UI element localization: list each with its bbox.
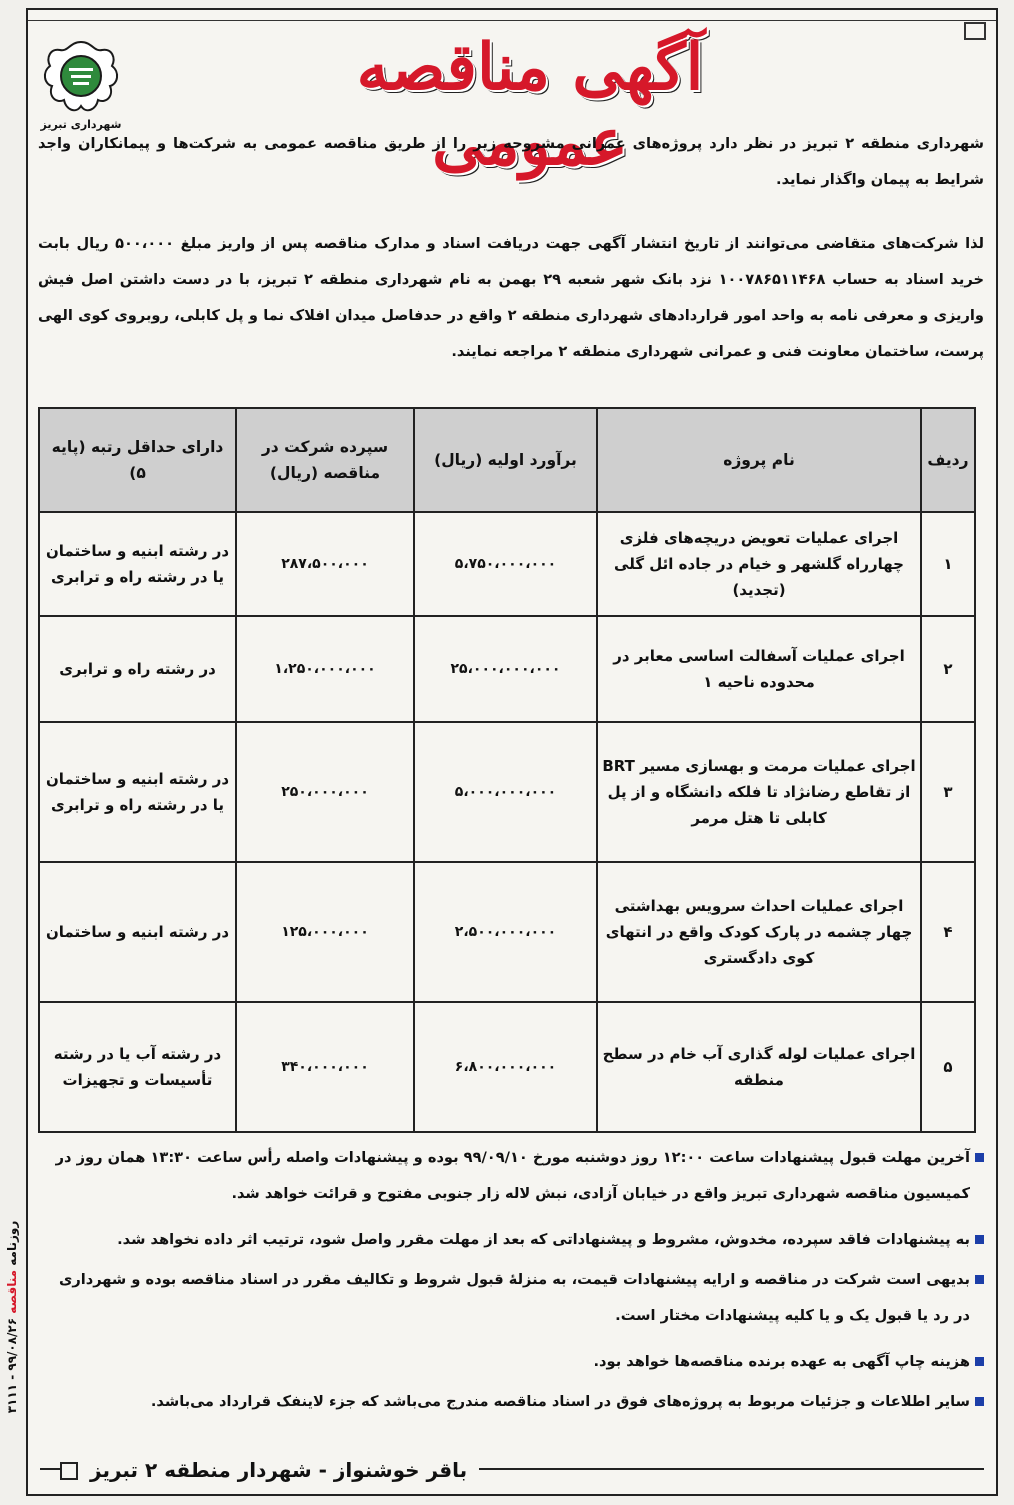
condition-other-info: سایر اطلاعات و جزئیات مربوط به پروژه‌های فوق در اسناد مناقصه مندرج می‌باشد که جزء لاینفک قرارداد می‌باشد. — [40, 1384, 984, 1424]
cell-estimate: ۵،۷۵۰،۰۰۰،۰۰۰ — [414, 512, 597, 616]
tabriz-municipality-logo — [42, 36, 120, 126]
side-note-prefix: روزنامه — [5, 1220, 19, 1266]
table-row — [39, 512, 975, 616]
cell-deposit: ۱،۲۵۰،۰۰۰،۰۰۰ — [236, 616, 414, 722]
condition-acceptance: بدیهی است شرکت در مناقصه و ارایه پیشنهادات قیمت، به منزلهٔ قبول شروط و تکالیف مقرر در اسناد مناقصه بوده و شهرداری در رد یا قبول یک و یا کلیه پیشنهادات مختار است. — [40, 1262, 984, 1344]
cell-grade: در رشته ابنیه و ساختمان یا در رشته راه و ترابری — [39, 512, 236, 616]
header-estimate: برآورد اولیه (ریال) — [414, 408, 597, 512]
intro-lead: شهرداری منطقه ۲ تبریز — [803, 135, 985, 152]
cell-grade: در رشته ابنیه و ساختمان — [39, 862, 236, 1002]
cell-project-name: اجرای عملیات آسفالت اساسی معابر در محدوده ناحیه ۱ — [597, 616, 921, 722]
cell-estimate: ۲۵،۰۰۰،۰۰۰،۰۰۰ — [414, 616, 597, 722]
cell-row-number: ۱ — [921, 512, 975, 616]
conditions-list — [40, 1140, 984, 1424]
header-project-name: نام پروژه — [597, 408, 921, 512]
cell-grade: در رشته ابنیه و ساختمان یا در رشته راه و ترابری — [39, 722, 236, 862]
cell-row-number: ۲ — [921, 616, 975, 722]
cell-deposit: ۱۲۵،۰۰۰،۰۰۰ — [236, 862, 414, 1002]
intro-paragraph — [38, 126, 984, 204]
cell-deposit: ۲۵۰،۰۰۰،۰۰۰ — [236, 722, 414, 862]
header-grade: دارای حداقل رتبه (پایه ۵) — [39, 408, 236, 512]
intro-rest: در نظر دارد پروژه‌های عمرانی مشروحه زیر را از طریق مناقصه عمومی به شرکت‌ها و پیمانکاران واجد شرایط به پیمان واگذار نماید. — [38, 135, 984, 188]
side-note-text — [5, 1147, 19, 1487]
logo-caption: شهرداری تبریز — [40, 118, 122, 131]
side-note-brand: مناقصه — [5, 1269, 19, 1314]
condition-invalid-bids: به پیشنهادات فاقد سپرده، مخدوش، مشروط و پیشنهاداتی که بعد از مهلت مقرر واصل شود، ترتیب اثر داده نخواهد شد. — [40, 1222, 984, 1262]
footer-box-icon — [60, 1462, 78, 1480]
corner-box-icon — [964, 22, 986, 40]
cell-project-name: اجرای عملیات مرمت و بهسازی مسیر BRT از تقاطع رضانژاد تا فلکه دانشگاه و از پل کابلی تا هتل مرمر — [597, 722, 921, 862]
top-rule — [28, 10, 996, 21]
instructions-paragraph: لذا شرکت‌های متقاضی می‌توانند از تاریخ انتشار آگهی جهت دریافت اسناد و مدارک مناقصه پس از واریز مبلغ ۵۰۰،۰۰۰ ریال بابت خرید اسناد به حساب ۱۰۰۷۸۶۵۱۱۴۶۸ نزد بانک شهر شعبه ۲۹ بهمن به نام شهرداری منطقه ۲ تبریز، با در دست داشتن اصل فیش واریزی و معرفی نامه به واحد امور قراردادهای شهرداری منطقه ۲ واقع در حدفاصل میدان افلاک نما و پل کابلی، روبروی کوی الهی پرست، ساختمان معاونت فنی و عمرانی شهرداری منطقه ۲ مراجعه نمایند. — [38, 235, 985, 360]
page-title: آگهی مناقصه عمومی — [356, 30, 704, 180]
cell-estimate: ۲،۵۰۰،۰۰۰،۰۰۰ — [414, 862, 597, 1002]
cell-estimate: ۵،۰۰۰،۰۰۰،۰۰۰ — [414, 722, 597, 862]
condition-deadline: آخرین مهلت قبول پیشنهادات ساعت ۱۲:۰۰ روز دوشنبه مورخ ۹۹/۰۹/۱۰ بوده و پیشنهادات واصله رأس ساعت ۱۳:۳۰ همان روز در کمیسیون مناقصه شهرداری تبریز واقع در خیابان آزادی، نبش لاله زار جنوبی مفتوح و قرائت خواهد شد. — [40, 1140, 984, 1222]
cell-grade: در رشته آب یا در رشته تأسیسات و تجهیزات — [39, 1002, 236, 1132]
cell-row-number: ۴ — [921, 862, 975, 1002]
projects-table — [38, 407, 976, 1133]
cell-grade: در رشته راه و ترابری — [39, 616, 236, 722]
header-deposit: سپرده شرکت در مناقصه (ریال) — [236, 408, 414, 512]
table-row — [39, 1002, 975, 1132]
header-row-number: ردیف — [921, 408, 975, 512]
condition-ad-cost: هزینه چاپ آگهی به عهده برنده مناقصه‌ها خواهد بود. — [40, 1344, 984, 1384]
cell-deposit: ۲۸۷،۵۰۰،۰۰۰ — [236, 512, 414, 616]
cell-project-name: اجرای عملیات لوله گذاری آب خام در سطح منطقه — [597, 1002, 921, 1132]
newspaper-side-note — [2, 1140, 24, 1500]
cell-row-number: ۵ — [921, 1002, 975, 1132]
cell-project-name: اجرای عملیات تعویض دریچه‌های فلزی چهارراه گلشهر و خیام در جاده ائل گلی (تجدید) — [597, 512, 921, 616]
cell-estimate: ۶،۸۰۰،۰۰۰،۰۰۰ — [414, 1002, 597, 1132]
cell-project-name: اجرای عملیات احداث سرویس بهداشتی چهار چشمه در پارک کودک واقع در انتهای کوی دادگستری — [597, 862, 921, 1002]
table-row — [39, 616, 975, 722]
side-note-issue: ۹۹/۰۸/۲۶ - ۳۱۱۱ — [5, 1317, 19, 1414]
cell-deposit: ۳۴۰،۰۰۰،۰۰۰ — [236, 1002, 414, 1132]
cell-row-number: ۳ — [921, 722, 975, 862]
table-row — [39, 862, 975, 1002]
table-header-row — [39, 408, 975, 512]
table-row — [39, 722, 975, 862]
mayor-signature: باقر خوشنواز - شهردار منطقه ۲ تبریز — [78, 1458, 479, 1482]
